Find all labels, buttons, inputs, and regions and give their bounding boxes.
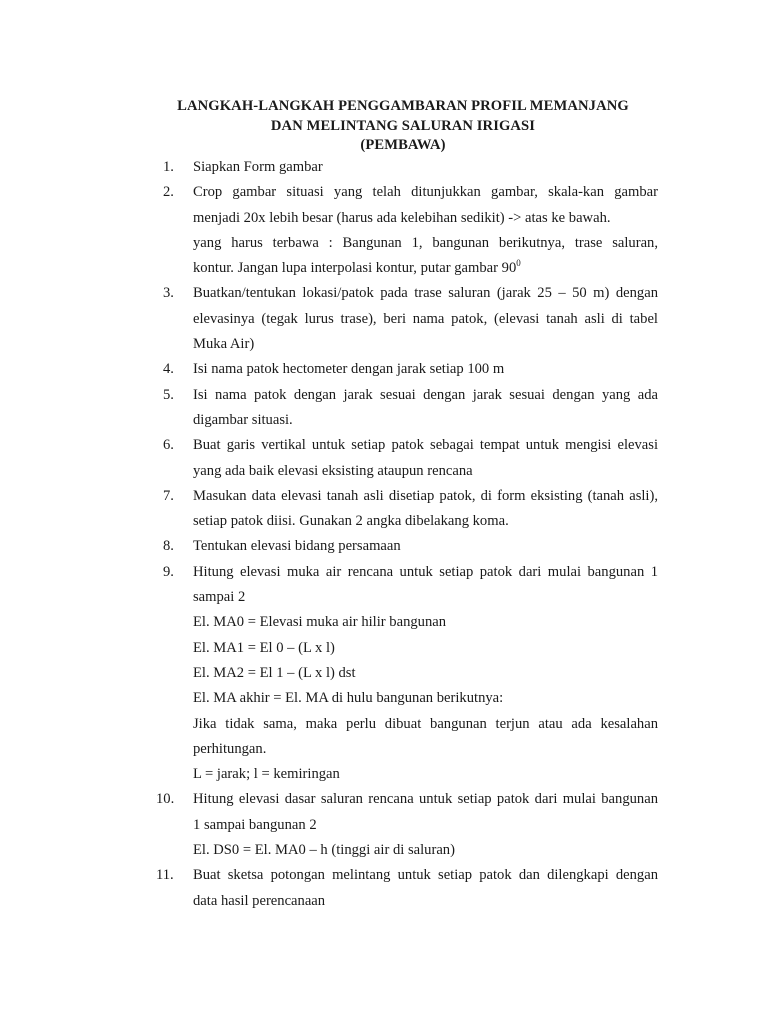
list-item [0,180,768,281]
item-number: 11. [156,867,174,884]
item-number: 1. [163,159,174,175]
item-text-line: elevasinya (tegak lurus trase), beri nama patok, (elevasi tanah asli di tabel [193,310,658,327]
item-text-line: El. DS0 = El. MA0 – h (tinggi air di saluran) [193,842,455,859]
item-text-line: Hitung elevasi muka air rencana untuk setiap patok dari mulai bangunan 1 [193,563,658,580]
item-text-line: menjadi 20x lebih besar (harus ada kelebihan sedikit) -> atas ke bawah. [193,209,611,226]
item-text-line: setiap patok diisi. Gunakan 2 angka dibelakang koma. [193,513,509,530]
list-item [0,534,768,559]
list-item [0,155,768,180]
list-item [0,357,768,382]
item-text-line: El. MA akhir = El. MA di hulu bangunan berikutnya: [193,690,504,707]
item-text-line: Buatkan/tentukan lokasi/patok pada trase saluran (jarak 25 – 50 m) dengan [193,285,658,302]
item-text-line: yang ada baik elevasi eksisting ataupun rencana [193,462,473,479]
item-text-line: Isi nama patok hectometer dengan jarak setiap 100 m [193,361,505,378]
item-number: 3. [163,285,174,302]
item-text-line: Muka Air) [193,336,255,353]
item-text-line: data hasil perencanaan [193,892,326,909]
item-text-line: Crop gambar situasi yang telah ditunjukkan gambar, skala-kan gambar [193,184,658,201]
item-text-line: 1 sampai bangunan 2 [193,816,317,833]
list-item [0,433,768,484]
list-item [0,383,768,434]
title-line-2: DAN MELINTANG SALURAN IRIGASI [270,117,536,134]
list-item [0,560,768,788]
item-text-line: Masukan data elevasi tanah asli disetiap patok, di form eksisting (tanah asli), [193,487,658,504]
item-text-line: perhitungan. [193,740,267,757]
item-text-line [193,256,658,281]
title-line-3: (PEMBAWA) [360,137,446,153]
item-text-line: sampai 2 [193,589,246,606]
list-item [0,787,768,863]
item-text-line: Buat sketsa potongan melintang untuk setiap patok dan dilengkapi dengan [193,867,658,884]
document-title [0,97,768,156]
item-text-line: Siapkan Form gambar [193,159,323,175]
item-text-line: El. MA0 = Elevasi muka air hilir bangunan [193,614,447,631]
title-line-1: LANGKAH-LANGKAH PENGGAMBARAN PROFIL MEMANJANG [177,98,629,114]
item-text-line: El. MA1 = El 0 – (L x l) [193,639,335,656]
item-text-line: L = jarak; l = kemiringan [193,766,340,783]
steps-list [0,155,768,914]
item-text-line: Tentukan elevasi bidang persamaan [193,538,401,555]
item-number: 10. [156,791,175,808]
list-item [0,281,768,357]
item-number: 5. [163,386,174,403]
degree-superscript: 0 [516,258,521,269]
item-number: 2. [163,184,174,201]
item-number: 6. [163,437,174,454]
item-number: 4. [163,361,174,378]
list-item [0,484,768,535]
item-text-line: Buat garis vertikal untuk setiap patok sebagai tempat untuk mengisi elevasi [193,437,658,454]
item-text-line: digambar situasi. [193,411,293,428]
item-text-line: Hitung elevasi dasar saluran rencana untuk setiap patok dari mulai bangunan [193,791,658,808]
item-number: 8. [163,538,174,555]
item-number: 9. [163,563,174,580]
item-text-line: Isi nama patok dengan jarak sesuai dengan jarak sesuai dengan yang ada [193,386,658,403]
item-text-line: El. MA2 = El 1 – (L x l) dst [193,664,356,681]
item-number: 7. [163,487,174,504]
item-text-fragment: kontur. Jangan lupa interpolasi kontur, putar gambar 90 [193,260,517,277]
item-text-line: Jika tidak sama, maka perlu dibuat bangunan terjun atau ada kesalahan [193,715,658,732]
item-text-line: yang harus terbawa : Bangunan 1, bangunan berikutnya, trase saluran, [193,234,658,251]
list-item [0,863,768,914]
